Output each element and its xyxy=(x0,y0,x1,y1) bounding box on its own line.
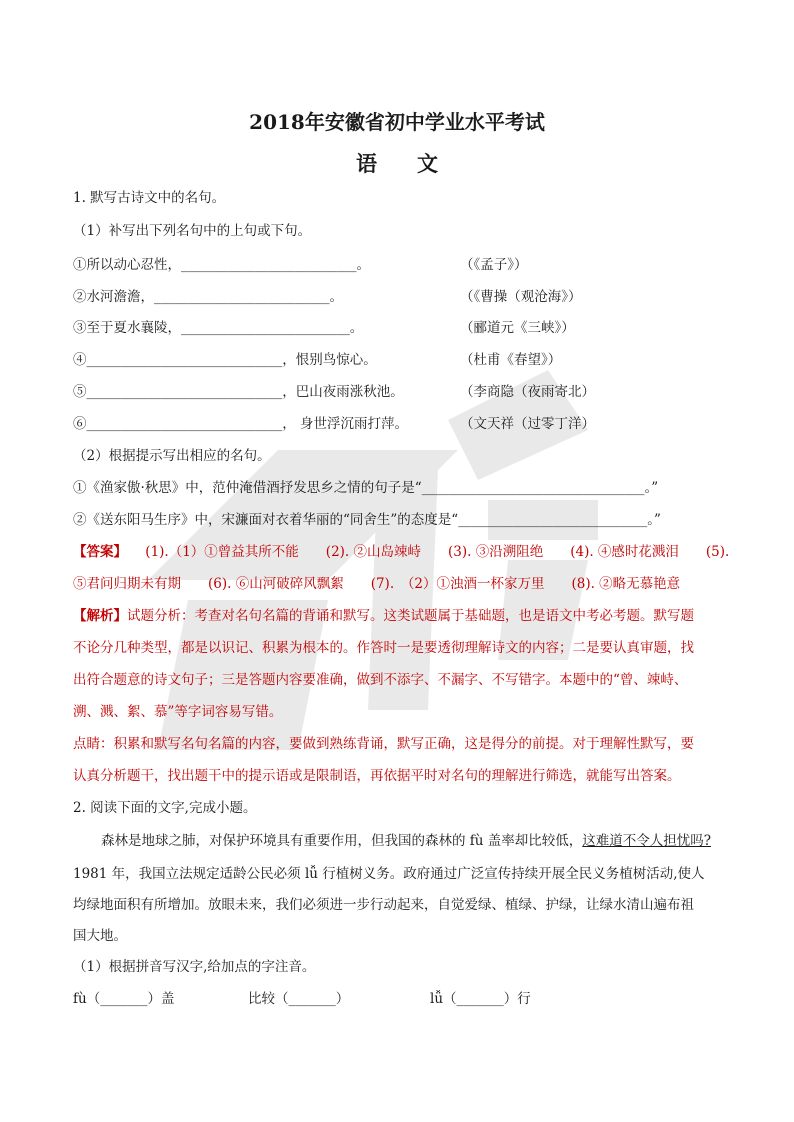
q1-item-1-source: （《孟子》） xyxy=(460,257,528,273)
q1-item-5: ⑤_____________________________，巴山夜雨涨秋池。 xyxy=(73,384,404,400)
q1-hint-1: ①《渔家傲·秋思》中，范仲淹借酒抒发思乡之情的句子是“_________________________________。” xyxy=(73,480,659,496)
analysis-text-1: 试题分析：考查对名句名篇的背诵和默写。这类试题属于基础题，也是语文中考必考题。默写题 xyxy=(127,608,694,624)
analysis-line-4: 溯、溅、絮、慕”等字词容易写错。 xyxy=(73,704,283,720)
q1-item-3-source: （郦道元《三峡》） xyxy=(460,320,575,336)
q1-item-2-source: （《曹操（观沧海》） xyxy=(460,289,582,305)
analysis-line-1 xyxy=(73,604,694,624)
q2-passage-line-2: 1981 年，我国立法规定适龄公民必须 lǚ 行植树义务。政府通过广泛宣传持续开展全民义务植树活动,使人 xyxy=(73,866,705,882)
q2-stem: 2. 阅读下面的文字,完成小题。 xyxy=(73,800,257,816)
analysis-line-3: 出符合题意的诗文句子；三是答题内容要准确，做到不添字、不漏字、不写错字。本题中的“曾、竦峙、 xyxy=(73,672,688,688)
point-line-2: 认真分析题干，找出题干中的提示语或是限制语，再依据平时对名句的理解进行筛选，就能写出答案。 xyxy=(73,768,681,784)
answer-line-2: ⑤君问归期未有期 (6). ⑥山河破碎风飘絮 (7). （2）①浊酒一杯家万里 (8). ②略无慕艳意 xyxy=(73,576,681,592)
q2-passage-line-1b: 这难道不令人担忧吗? xyxy=(582,833,712,849)
q2-blank-1: fù（_______）盖 xyxy=(73,991,175,1007)
answer-line-1 xyxy=(73,540,729,560)
point-line-1: 点睛：积累和默写名句名篇的内容，要做到熟练背诵，默写正确，这是得分的前提。对于理解性默写，要 xyxy=(73,736,694,752)
analysis-line-2: 不论分几种类型，都是以识记、积累为根本的。作答时一是要透彻理解诗文的内容；二是要认真审题，找 xyxy=(73,640,694,656)
q1-item-3: ③至于夏水襄陵，_________________________。 xyxy=(73,320,364,336)
answer-text-1: (1).（1）①曾益其所不能 (2). ②山岛竦峙 (3). ③沿溯阻绝 (4). ④感时花溅泪 (5). xyxy=(145,544,730,560)
q2-blank-2: 比较（_______） xyxy=(248,991,350,1007)
q2-passage-line-1a: 森林是地球之肺，对保护环境具有重要作用，但我国的森林的 fù 盖率却比较低， xyxy=(101,833,583,849)
q1-item-4: ④_____________________________，恨别鸟惊心。 xyxy=(73,352,377,368)
subject-heading: 语文 xyxy=(356,151,478,176)
q2-passage-line-1 xyxy=(101,829,711,849)
q1-item-6: ⑥_____________________________， 身世浮沉雨打萍。 xyxy=(73,416,409,432)
q1-hint-2: ②《送东阳马生序》中，宋濂面对衣着华丽的“同舍生”的态度是“____________________________。” xyxy=(73,512,661,528)
answer-label: 【答案】 xyxy=(73,544,127,560)
q1-item-5-source: （李商隐（夜雨寄北） xyxy=(460,384,595,400)
q2-blank-3: lǚ（_______）行 xyxy=(430,991,531,1007)
q1-item-1: ①所以动心忍性，__________________________。 xyxy=(73,257,370,273)
exam-title: 2018年安徽省初中学业水平考试 xyxy=(249,110,545,134)
q2-passage-line-3: 均绿地面积有所增加。放眼未来，我们必须进一步行动起来，自觉爱绿、植绿、护绿，让绿水清山遍布祖 xyxy=(73,897,694,913)
q1-sub1: （1）补写出下列名句中的上句或下句。 xyxy=(73,223,312,239)
q1-item-2: ②水河澹澹，__________________________。 xyxy=(73,289,343,305)
q1-item-6-source: （文天祥（过零丁洋） xyxy=(460,416,595,432)
analysis-label: 【解析】 xyxy=(73,608,127,624)
q2-sub1: （1）根据拼音写汉字,给加点的字注音。 xyxy=(73,959,316,975)
q1-sub2: （2）根据提示写出相应的名句。 xyxy=(73,448,271,464)
q1-stem: 1. 默写古诗文中的名句。 xyxy=(73,190,226,206)
q2-passage-line-4: 国大地。 xyxy=(73,928,127,944)
q1-item-4-source: （杜甫《春望》） xyxy=(460,352,562,368)
